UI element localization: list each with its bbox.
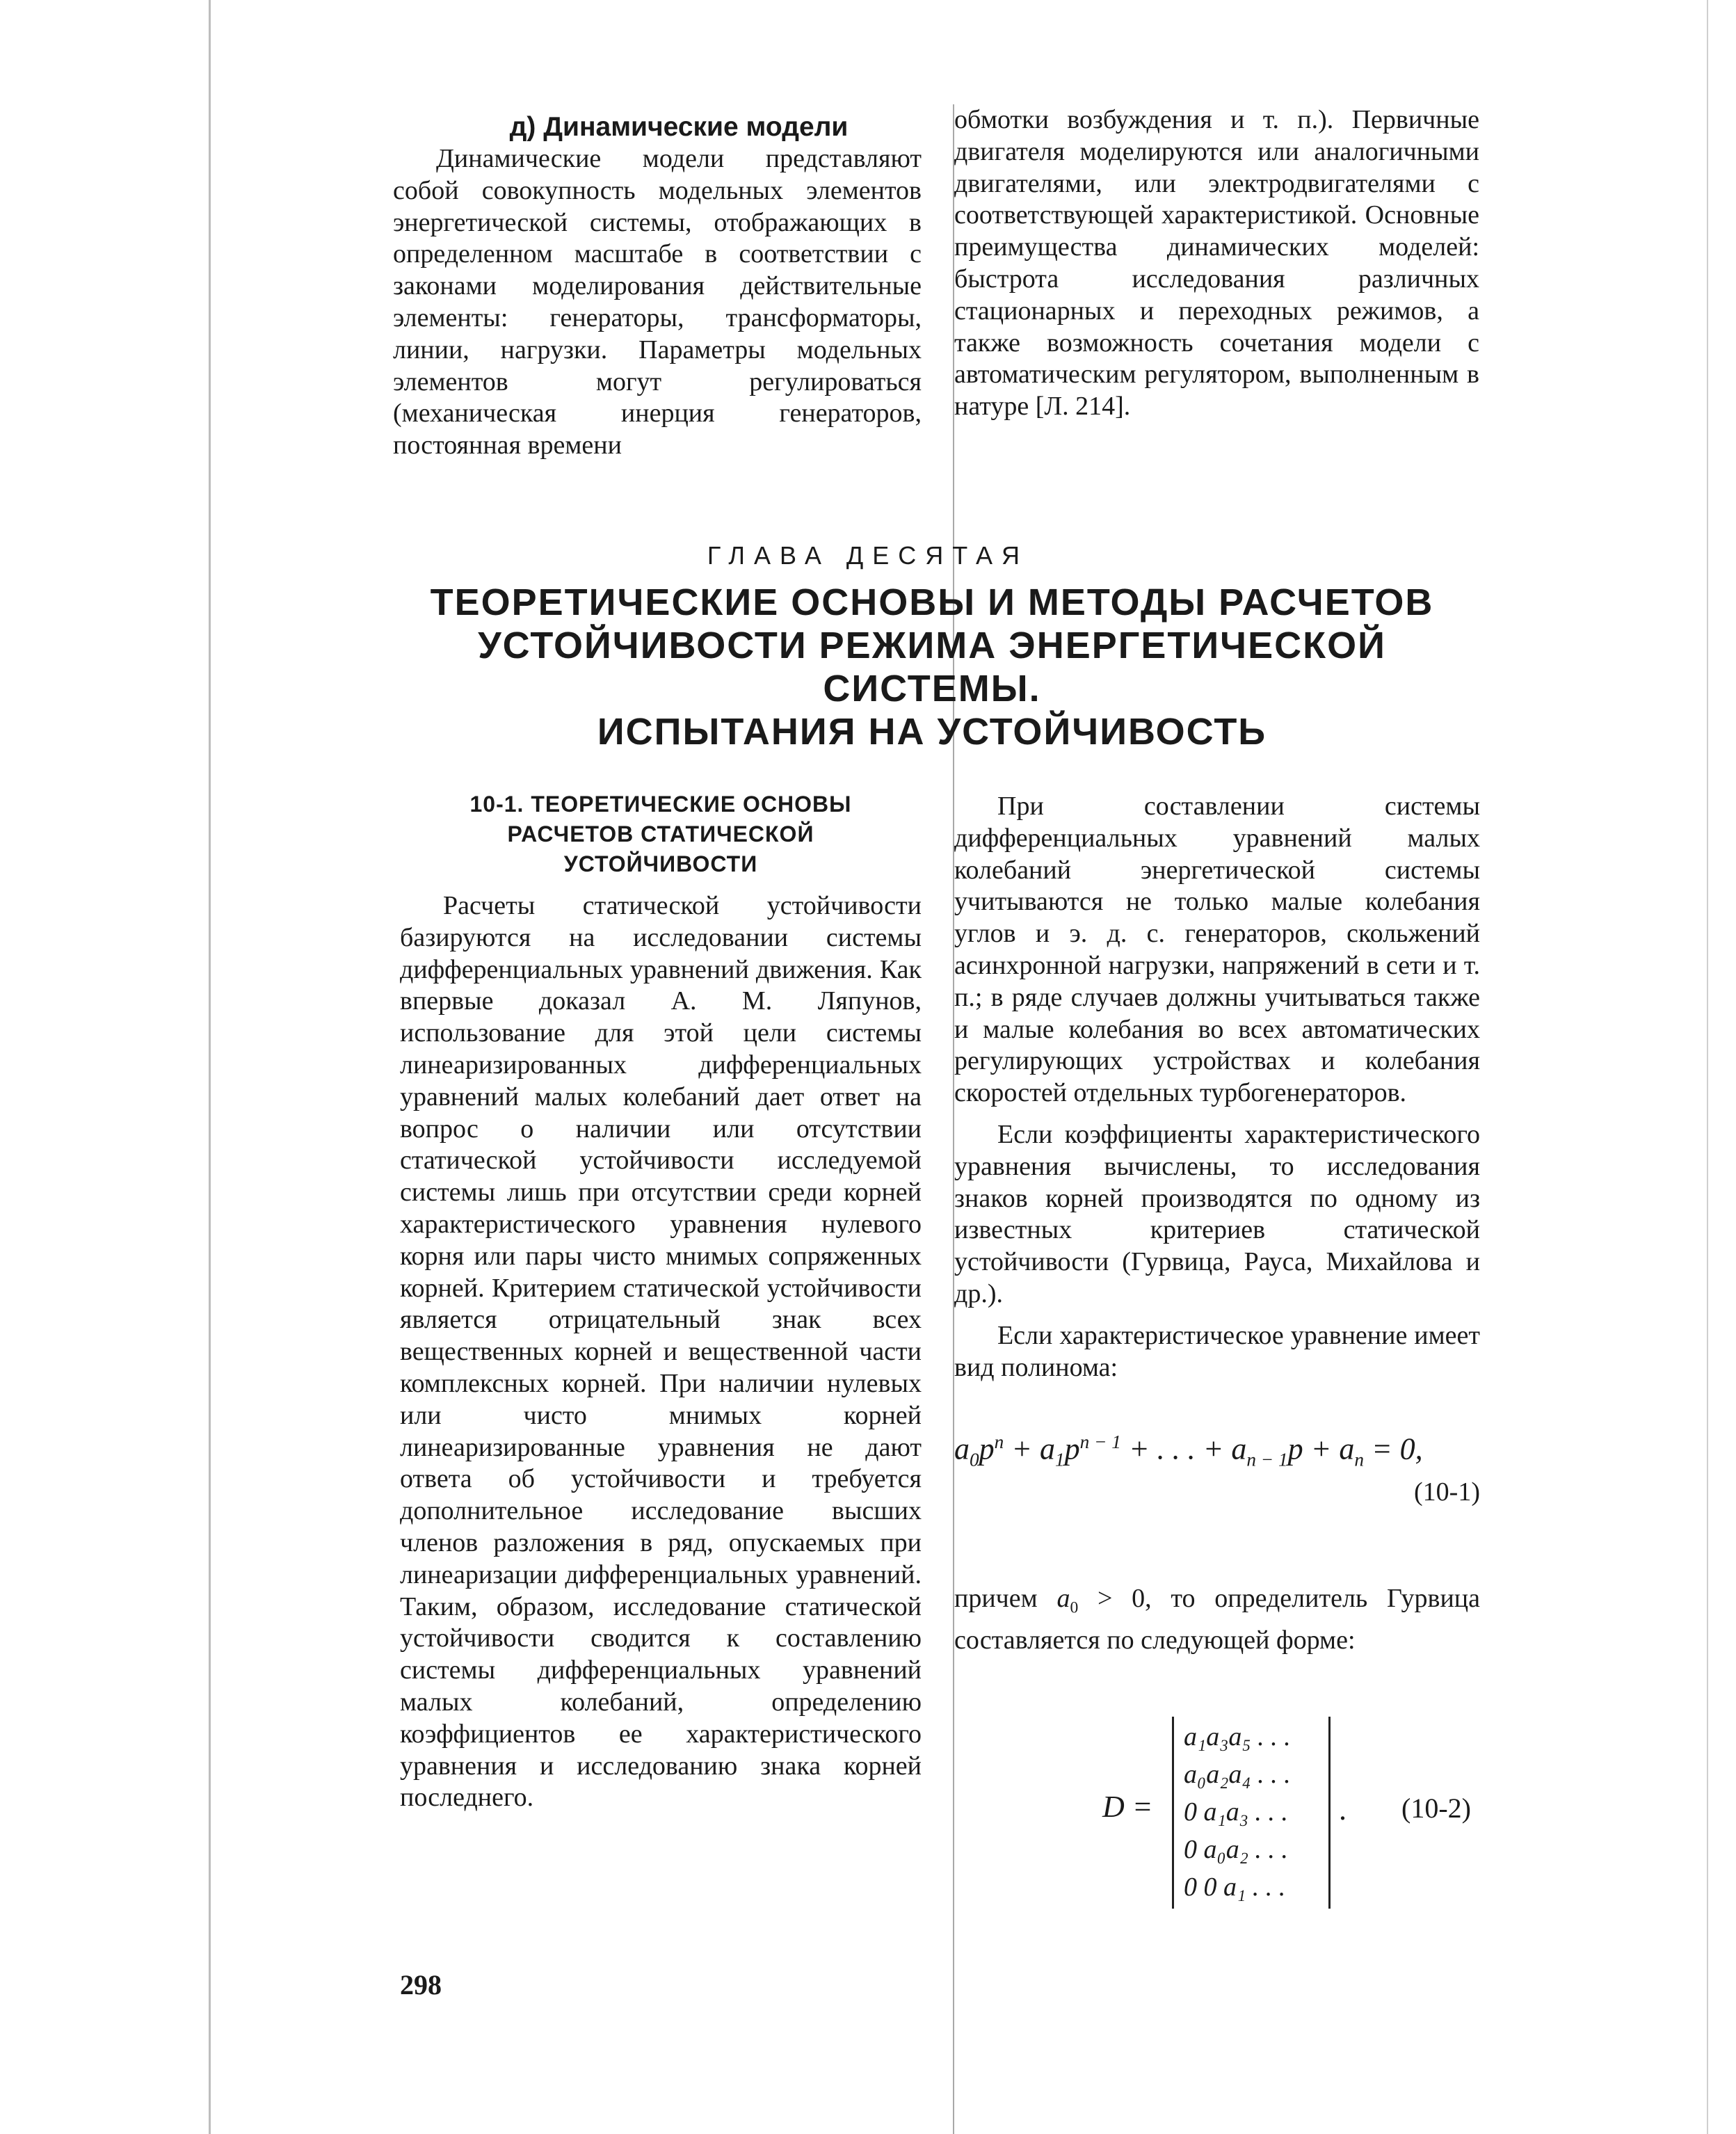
hurwitz-intro-paragraph: причем $a_0 > 0$, то определитель Гурвица составляется по следующей форме: (954, 1584, 1480, 1655)
determinant-row: 0 a₀a₂ . . . (1184, 1835, 1288, 1864)
determinant-rows (1184, 1718, 1291, 1906)
section-heading-line: 10-1. ТЕОРЕТИЧЕСКИЕ ОСНОВЫ (469, 792, 852, 817)
determinant-symbol: D = (1102, 1790, 1153, 1824)
chapter-title-line: УСТОЙЧИВОСТИ РЕЖИМА ЭНЕРГЕТИЧЕСКОЙ (478, 625, 1386, 666)
characteristic-polynomial-equation: $a_0p^n + a_1p^{n - 1}$ + . . . + $a_{n - 1}p + a_n = 0$, (954, 1431, 1423, 1470)
subsection-heading-dynamic-models: д) Динамические модели (509, 112, 849, 142)
determinant-row: a₁a₃a₅ . . . (1184, 1722, 1291, 1751)
scan-page-edge-right (1707, 0, 1708, 2134)
chapter-label: ГЛАВА ДЕСЯТАЯ (707, 541, 1029, 570)
determinant-bar-right (1328, 1717, 1331, 1909)
chapter-title (389, 581, 1474, 753)
section-heading-line: РАСЧЕТОВ СТАТИЧЕСКОЙ (507, 821, 814, 847)
chapter-title-line: СИСТЕМЫ. (823, 668, 1041, 709)
section-heading (400, 789, 922, 879)
determinant-bar-left (1172, 1717, 1174, 1909)
determinant-row: a₀a₂a₄ . . . (1184, 1760, 1291, 1789)
determinant-trailing-dot: . (1339, 1792, 1347, 1827)
equation-number: (10-1) (1414, 1477, 1480, 1507)
static-stability-paragraph: Расчеты статической устойчивости базируются на исследовании системы дифференциальных уравнений движения. Как впервые доказал А. М. Ляпунов, использование для этой цели системы линеаризированных дифференциальных уравнений малых колебаний дает ответ на вопрос о наличии или отсутствии статической устойчивости исследуемой системы лишь при отсутствии среди корней характеристического уравнения нулевого корня или пары чисто мнимых сопряженных корней. Критерием статической устойчивости является отрицательный знак всех вещественных корней и вещественной части комплексных корней. При наличии нулевых или чисто мнимых корней линеаризированные уравнения не дают ответа об устойчивости и требуется дополнительное исследование высших членов разложения в ряд, опускаемых при линеаризации дифференциальных уравнений. Таким, образом, исследование статической устойчивости сводится к составлению системы дифференциальных уравнений малых колебаний, определению коэффициентов ее характеристического уравнения и исследованию знака корней последнего. (400, 891, 922, 1813)
equation-number: (10-2) (1401, 1792, 1471, 1824)
scan-page-edge-left (209, 0, 211, 2134)
page-number: 298 (400, 1969, 442, 2000)
chapter-title-line: ИСПЫТАНИЯ НА УСТОЙЧИВОСТЬ (597, 711, 1267, 753)
section-heading-line: УСТОЙЧИВОСТИ (563, 851, 758, 876)
dynamic-models-paragraph: Динамические модели представляют собой совокупность модельных элементов энергетической системы, отображающих в определенном масштабе в соответствии с законами моделирования действительные элементы: генераторы, трансформаторы, линии, нагрузки. Параметры модельных элементов могут регулироваться (механическая инерция генераторов, постоянная времени (393, 144, 922, 460)
body-paragraph: Если характеристическое уравнение имеет вид полинома: (954, 1320, 1480, 1382)
determinant-row: 0 0 a₁ . . . (1184, 1872, 1286, 1902)
chapter-title-line: ТЕОРЕТИЧЕСКИЕ ОСНОВЫ И МЕТОДЫ РАСЧЕТОВ (430, 581, 1434, 623)
dynamic-models-paragraph-continued: обмотки возбуждения и т. п.). Первичные двигателя моделируются или аналогичными двигателями, или электродвигателями с соответствующей характеристикой. Основные преимущества динамических моделей: быстрота исследования различных стационарных и переходных режимов, а также возможность сочетания модели с автоматическим регулятором, выполненным в натуре [Л. 214]. (954, 105, 1479, 422)
top-left-column (393, 111, 922, 462)
bottom-right-column (954, 791, 1480, 1657)
top-right-column (954, 104, 1479, 423)
determinant-row: 0 a₁a₃ . . . (1184, 1797, 1288, 1827)
body-paragraph: Если коэффициенты характеристического уравнения вычислены, то исследования знаков корней производятся по одному из известных критериев статической устойчивости (Гурвица, Рауса, Михайлова и др.). (954, 1119, 1480, 1308)
hurwitz-determinant (1102, 1717, 1481, 1909)
bottom-left-column (400, 789, 922, 1814)
body-paragraph: При составлении системы дифференциальных уравнений малых колебаний энергетической системы учитываются не только малые колебания углов и э. д. с. генераторов, скольжений асинхронной нагрузки, напряжений в сети и т. п.; в ряде случаев должны учитываться также и малые колебания во всех автоматических регулирующих устройствах и колебания скоростей отдельных турбогенераторов. (954, 792, 1480, 1108)
